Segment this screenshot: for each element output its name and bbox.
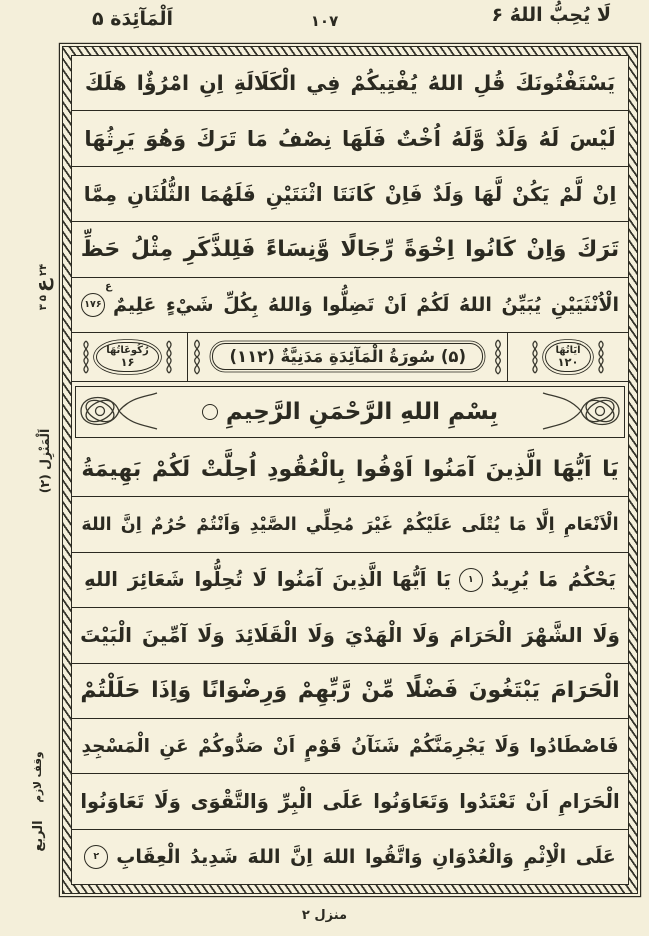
line-text: فَاصْطَادُوا وَلَا يَجْرِمَنَّكُمْ شَنَآنُ قَوْمٍ اَنْ صَدُّوكُمْ عَنِ الْمَسْجِدِ: [81, 735, 619, 757]
quran-line: [72, 608, 628, 663]
line-text: الْاُنْثَيَيْنِ يُبَيِّنُ اللهُ لَكُمْ اَنْ تَضِلُّوا وَاللهُ بِكُلِّ شَيْءٍ عَلِيمٌ: [112, 293, 620, 316]
line-text: عَلَى الْاِثْمِ وَالْعُدْوَانِ وَاتَّقُوا اللهَ اِنَّ اللهَ شَدِيدُ الْعِقَابِ: [116, 845, 616, 868]
bismillah-band: [75, 386, 625, 438]
margin-ruku-marker: [32, 256, 54, 318]
knot-ornament-icon: [527, 339, 543, 375]
manzil-footer-label: منزل ۲: [301, 908, 348, 923]
surah-header-band: [72, 333, 628, 382]
ruku-ain-mark: ع: [105, 280, 112, 292]
ayat-count-value: ۱۲۰: [557, 355, 579, 370]
quran-line: [72, 442, 628, 497]
margin-rub-marker: الربع: [31, 820, 46, 852]
ayat-count-box: [508, 333, 628, 381]
knot-ornament-icon: [161, 339, 177, 375]
quran-line: [72, 830, 628, 884]
text-area: [71, 55, 629, 885]
corner-knot-ornament-icon: [541, 389, 621, 433]
line-text: وَلَا الشَّهْرَ الْحَرَامَ وَلَا الْهَدْيَ وَلَا الْقَلَائِدَ وَلَا آمِّينَ الْبَيْتَ: [80, 623, 620, 648]
line-text: تَرَكَ وَاِنْ كَانُوا اِخْوَةً رِّجَالًا وَّنِسَاءً فَلِلذَّكَرِ مِثْلُ حَظِّ: [80, 236, 620, 262]
knot-ornament-icon: [593, 339, 609, 375]
page-number: ۱۰۷: [310, 12, 339, 30]
knot-ornament-icon: [489, 338, 507, 376]
quran-line: [72, 719, 628, 774]
quran-line: [72, 222, 628, 277]
line-text: اِنْ لَّمْ يَكُنْ لَّهَا وَلَدٌ فَاِنْ كَانَتَا اثْنَتَيْنِ فَلَهُمَا الثُّلُثَانِ مِمَّا: [83, 181, 617, 206]
ruku-surah-count: ۲۴: [37, 263, 49, 276]
line-text: الْاَنْعَامِ اِلَّا مَا يُتْلَى عَلَيْكُمْ غَيْرَ مُحِلِّي الصَّيْدِ وَاَنْتُمْ حُرُمٌ اِنَّ اللهَ: [81, 514, 619, 535]
verse-number-marker: ۱: [459, 568, 483, 592]
quran-line: [72, 497, 628, 552]
surah-title: (۵) سُورَةُ الْمَآئِدَةِ مَدَنِيَّةٌ (۱۱۲): [212, 343, 483, 370]
ruku-juz-count: ۳: [37, 304, 49, 311]
quran-line: [72, 56, 628, 111]
quran-line: [72, 553, 628, 608]
line-text: يَسْتَفْتُونَكَ قُلِ اللهُ يُفْتِيكُمْ فِي الْكَلَالَةِ اِنِ امْرُؤٌا هَلَكَ: [84, 71, 616, 96]
ruku-count-cartouche: [96, 342, 159, 372]
quran-line: [72, 278, 628, 333]
margin-waqf-marker: وقف لازم: [32, 751, 44, 803]
verse-number-marker: ۲: [84, 845, 108, 869]
line-text: يَحْكُمُ مَا يُرِيدُ: [490, 568, 616, 592]
ayat-count-label: آيَاتُهَا: [555, 345, 581, 357]
ayat-count-cartouche: [545, 342, 590, 372]
verse-number-marker: ۱۷۶: [81, 293, 105, 317]
corner-knot-ornament-icon: [79, 389, 159, 433]
ruku-verse-count: ۵: [37, 294, 49, 302]
ruku-ain-mark: ع: [31, 279, 54, 292]
verse-end-group: [81, 280, 112, 317]
ruku-count-value: ۱۶: [120, 355, 135, 370]
margin-manzil-marker: اَلْمَنْزِل (۲): [37, 428, 52, 494]
quran-line: [72, 774, 628, 829]
bismillah-text: بِسْمِ اللهِ الرَّحْمَنِ الرَّحِيمِ: [225, 398, 499, 425]
ruku-count-box: [67, 333, 187, 381]
quran-line: [72, 167, 628, 222]
surah-title-section: [187, 333, 508, 381]
line-text: الْحَرَامَ يَبْتَغُونَ فَضْلًا مِّنْ رَّبِّهِمْ وَرِضْوَانًا وَاِذَا حَلَلْتُمْ: [80, 678, 620, 704]
line-text: الْحَرَامِ اَنْ تَعْتَدُوا وَتَعَاوَنُوا عَلَى الْبِرِّ وَالتَّقْوَى وَلَا تَعَاوَنُوا: [80, 789, 620, 813]
verse-separator-circle-icon: [202, 404, 218, 420]
line-text: يَا اَيُّهَا الَّذِينَ آمَنُوا لَا تُحِلُّوا شَعَائِرَ اللهِ: [84, 568, 451, 592]
line-text: يَا اَيُّهَا الَّذِينَ آمَنُوا اَوْفُوا بِالْعُقُودِ اُحِلَّتْ لَكُمْ بَهِيمَةُ: [81, 456, 619, 482]
quran-line: [72, 664, 628, 719]
quran-line: [72, 111, 628, 166]
knot-ornament-icon: [78, 339, 94, 375]
line-text: لَيْسَ لَهُ وَلَدٌ وَّلَهُ اُخْتٌ فَلَهَا نِصْفُ مَا تَرَكَ وَهُوَ يَرِثُهَا: [84, 126, 616, 151]
knot-ornament-icon: [188, 338, 206, 376]
header-juz-name: لَا يُحِبُّ اللهُ ۶: [491, 4, 611, 26]
page-frame: [62, 46, 638, 894]
header-surah-name: اَلْمَآئِدَة ۵: [92, 8, 174, 30]
ruku-count-label: رُكُوعَاتُهَا: [106, 345, 149, 357]
